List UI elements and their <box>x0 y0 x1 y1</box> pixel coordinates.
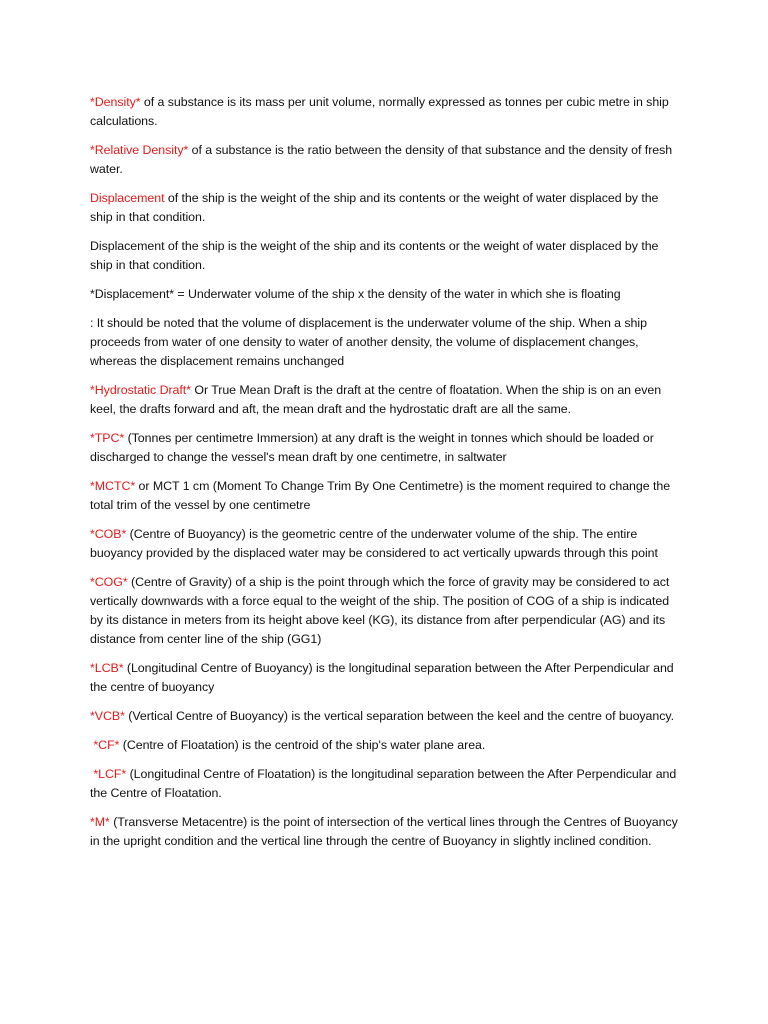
paragraph-m <box>90 813 682 851</box>
definition-text: Displacement of the ship is the weight of the ship and its contents or the weight of water displaced by the ship in that condition. <box>90 239 659 272</box>
definition-text: (Centre of Floatation) is the centroid of the ship's water plane area. <box>119 738 486 752</box>
term-cob: *COB* <box>90 527 127 541</box>
paragraph-relative-density <box>90 141 682 179</box>
paragraph-displacement <box>90 189 682 227</box>
paragraph-displacement-repeat <box>90 237 682 275</box>
paragraph-vcb <box>90 707 682 726</box>
formula-text: *Displacement* = Underwater volume of the ship x the density of the water in which she is floating <box>90 287 621 301</box>
note-text: : It should be noted that the volume of displacement is the underwater volume of the ship. When a ship proceeds from water of one density to water of another density, the volume of displacement changes, whereas the displacement remains unchanged <box>90 316 647 368</box>
paragraph-lcb <box>90 659 682 697</box>
term-vcb: *VCB* <box>90 709 125 723</box>
term-lcb: *LCB* <box>90 661 124 675</box>
term-cf: *CF* <box>90 738 120 752</box>
term-hydrostatic-draft: *Hydrostatic Draft* <box>90 383 191 397</box>
paragraph-cob <box>90 525 682 563</box>
definition-text: or MCT 1 cm (Moment To Change Trim By One Centimetre) is the moment required to change the total trim of the vessel by one centimetre <box>90 479 671 512</box>
paragraph-hydrostatic-draft <box>90 381 682 419</box>
term-density: *Density* <box>90 95 141 109</box>
document-body <box>90 93 682 861</box>
definition-text: (Tonnes per centimetre Immersion) at any draft is the weight in tonnes which should be loaded or discharged to change the vessel's mean draft by one centimetre, in saltwater <box>90 431 654 464</box>
term-m: *M* <box>90 815 110 829</box>
paragraph-mctc <box>90 477 682 515</box>
term-relative-density: *Relative Density* <box>90 143 189 157</box>
definition-text: (Centre of Gravity) of a ship is the point through which the force of gravity may be considered to act vertically downwards with a force equal to the weight of the ship. The position of COG of a ship is indicated by its distance in meters from its height above keel (KG), its distance from after perpendicular (AG) and its distance from center line of the ship (GG1) <box>90 575 670 646</box>
term-displacement: Displacement <box>90 191 165 205</box>
term-cog: *COG* <box>90 575 128 589</box>
term-mctc: *MCTC* <box>90 479 136 493</box>
paragraph-displacement-formula <box>90 285 682 304</box>
term-lcf: *LCF* <box>90 767 127 781</box>
definition-text: (Centre of Buoyancy) is the geometric centre of the underwater volume of the ship. The entire buoyancy provided by the displaced water may be considered to act vertically upwards through this point <box>90 527 658 560</box>
definition-text: Or True Mean Draft is the draft at the centre of floatation. When the ship is on an even keel, the drafts forward and aft, the mean draft and the hydrostatic draft are all the same. <box>90 383 662 416</box>
paragraph-density <box>90 93 682 131</box>
term-tpc: *TPC* <box>90 431 125 445</box>
paragraph-lcf <box>90 765 682 803</box>
definition-text: (Vertical Centre of Buoyancy) is the vertical separation between the keel and the centre of buoyancy. <box>124 709 674 723</box>
paragraph-displacement-note <box>90 314 682 371</box>
definition-text: (Transverse Metacentre) is the point of intersection of the vertical lines through the Centres of Buoyancy in the upright condition and the vertical line through the centre of Buoyancy in slightly inclined condition. <box>90 815 678 848</box>
paragraph-cf <box>90 736 682 755</box>
paragraph-tpc <box>90 429 682 467</box>
definition-text: of the ship is the weight of the ship and its contents or the weight of water displaced by the ship in that condition. <box>90 191 659 224</box>
paragraph-cog <box>90 573 682 649</box>
definition-text: (Longitudinal Centre of Floatation) is the longitudinal separation between the After Perpendicular and the Centre of Floatation. <box>90 767 677 800</box>
definition-text: (Longitudinal Centre of Buoyancy) is the longitudinal separation between the After Perpendicular and the centre of buoyancy <box>90 661 674 694</box>
definition-text: of a substance is the ratio between the density of that substance and the density of fresh water. <box>90 143 673 176</box>
definition-text: of a substance is its mass per unit volume, normally expressed as tonnes per cubic metre in ship calculations. <box>90 95 669 128</box>
